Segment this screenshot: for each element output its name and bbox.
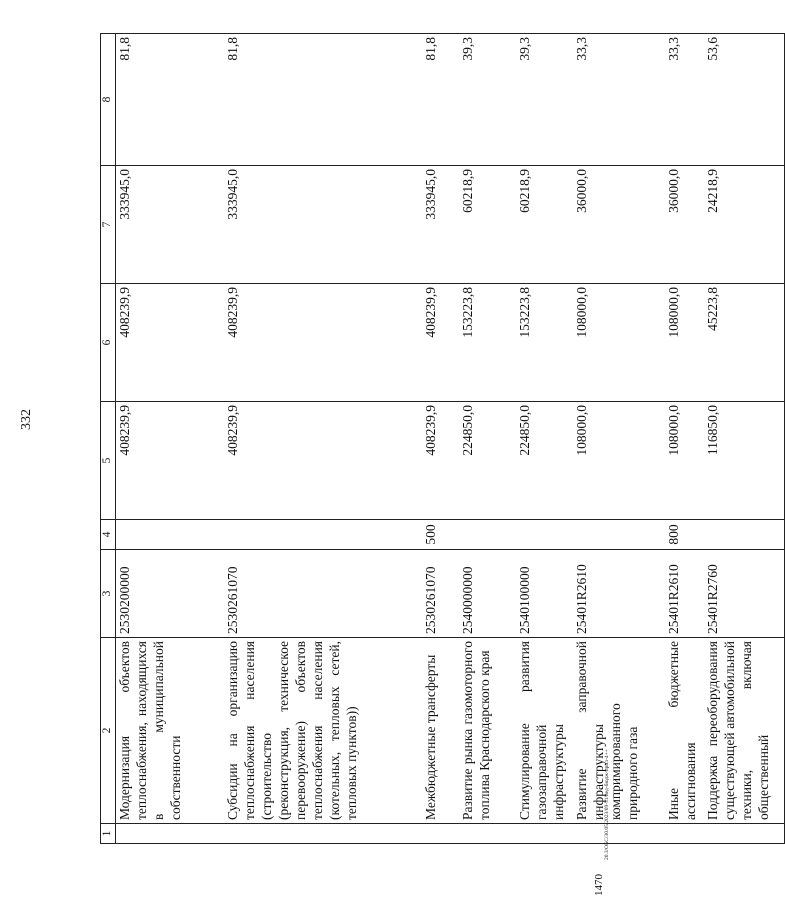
row-number-cell — [459, 824, 516, 844]
row-type: 800 — [665, 520, 704, 550]
row-number-cell — [573, 824, 665, 844]
row-value-5: 408239,9 — [224, 402, 422, 520]
table-body — [101, 34, 785, 844]
row-number-cell — [665, 824, 704, 844]
row-name: Стимулирование развития газозаправочной инфраструктуры — [516, 638, 573, 824]
row-value-6: 408239,9 — [224, 284, 422, 402]
table-row — [459, 34, 516, 844]
row-code: 2530261070 — [422, 550, 459, 638]
row-code: 2540100000 — [516, 550, 573, 638]
row-value-8: 33,3 — [573, 34, 665, 166]
row-value-7: 333945,0 — [116, 166, 225, 284]
row-name: Иные бюджетные ассигнования — [665, 638, 704, 824]
row-number-cell — [516, 824, 573, 844]
row-value-6: 45223,8 — [704, 284, 785, 402]
footer-page-number: 1470 — [593, 874, 605, 896]
header-cell-3: 3 — [101, 550, 116, 638]
budget-table — [100, 33, 785, 844]
row-type — [573, 520, 665, 550]
row-value-7: 60218,9 — [516, 166, 573, 284]
row-value-7: 333945,0 — [224, 166, 422, 284]
row-name: Развитие рынка газомоторного топлива Краснодарского края — [459, 638, 516, 824]
header-cell-8: 8 — [101, 34, 116, 166]
header-cell-2: 2 — [101, 638, 116, 824]
row-value-5: 408239,9 — [116, 402, 225, 520]
row-value-8: 39,3 — [459, 34, 516, 166]
row-value-5: 224850,0 — [459, 402, 516, 520]
row-value-7: 333945,0 — [422, 166, 459, 284]
row-value-6: 153223,8 — [516, 284, 573, 402]
row-name: Межбюджетные трансферты — [422, 638, 459, 824]
row-value-8: 81,8 — [422, 34, 459, 166]
row-number-cell — [422, 824, 459, 844]
table-row — [665, 34, 704, 844]
row-code: 2530200000 — [116, 550, 225, 638]
row-code: 2540000000 — [459, 550, 516, 638]
row-value-6: 153223,8 — [459, 284, 516, 402]
row-code: 25401R2610 — [573, 550, 665, 638]
row-type — [704, 520, 785, 550]
row-type — [224, 520, 422, 550]
row-value-6: 108000,0 — [573, 284, 665, 402]
row-code: 25401R2610 — [665, 550, 704, 638]
table-row — [516, 34, 573, 844]
table-row — [704, 34, 785, 844]
table-row — [422, 34, 459, 844]
row-type — [116, 520, 225, 550]
row-name: Развитие заправочной инфраструктуры компримированного природного газа — [573, 638, 665, 824]
row-number-cell — [224, 824, 422, 844]
row-code: 25401R2760 — [704, 550, 785, 638]
row-value-5: 116850,0 — [704, 402, 785, 520]
header-cell-5: 5 — [101, 402, 116, 520]
row-value-8: 81,8 — [116, 34, 225, 166]
row-name: Модернизация объектов теплоснабжения, находящихся в муниципальной собственности — [116, 638, 225, 824]
header-cell-6: 6 — [101, 284, 116, 402]
row-value-8: 33,3 — [665, 34, 704, 166]
header-cell-1: 1 — [101, 824, 116, 844]
row-number-cell — [704, 824, 785, 844]
table-row — [116, 34, 225, 844]
row-number-cell — [116, 824, 225, 844]
header-cell-7: 7 — [101, 166, 116, 284]
document-stamp: 20.3/ОБС/30.05.2023/09-51/вед-бюдж-прил-4++ — [604, 749, 610, 860]
row-value-8: 81,8 — [224, 34, 422, 166]
row-value-5: 408239,9 — [422, 402, 459, 520]
page-number: 332 — [19, 409, 34, 430]
row-value-6: 408239,9 — [422, 284, 459, 402]
row-value-7: 60218,9 — [459, 166, 516, 284]
row-value-6: 408239,9 — [116, 284, 225, 402]
row-type — [459, 520, 516, 550]
row-value-7: 36000,0 — [665, 166, 704, 284]
row-value-5: 108000,0 — [573, 402, 665, 520]
row-name: Субсидии на организацию теплоснабжения населения (строительство (реконструкция, техническое перевооружение) объектов теплоснабжения населения (котельных, тепловых сетей, тепловых пунктов)) — [224, 638, 422, 824]
row-value-8: 39,3 — [516, 34, 573, 166]
header-cell-4: 4 — [101, 520, 116, 550]
header-row — [101, 34, 116, 844]
row-value-8: 53,6 — [704, 34, 785, 166]
row-value-7: 36000,0 — [573, 166, 665, 284]
table-row — [224, 34, 422, 844]
row-value-7: 24218,9 — [704, 166, 785, 284]
row-code: 2530261070 — [224, 550, 422, 638]
row-type: 500 — [422, 520, 459, 550]
row-value-5: 224850,0 — [516, 402, 573, 520]
row-value-5: 108000,0 — [665, 402, 704, 520]
row-name: Поддержка переоборудования существующей автомобильной техники, включая общественный — [704, 638, 785, 824]
row-type — [516, 520, 573, 550]
row-value-6: 108000,0 — [665, 284, 704, 402]
table-row — [573, 34, 665, 844]
